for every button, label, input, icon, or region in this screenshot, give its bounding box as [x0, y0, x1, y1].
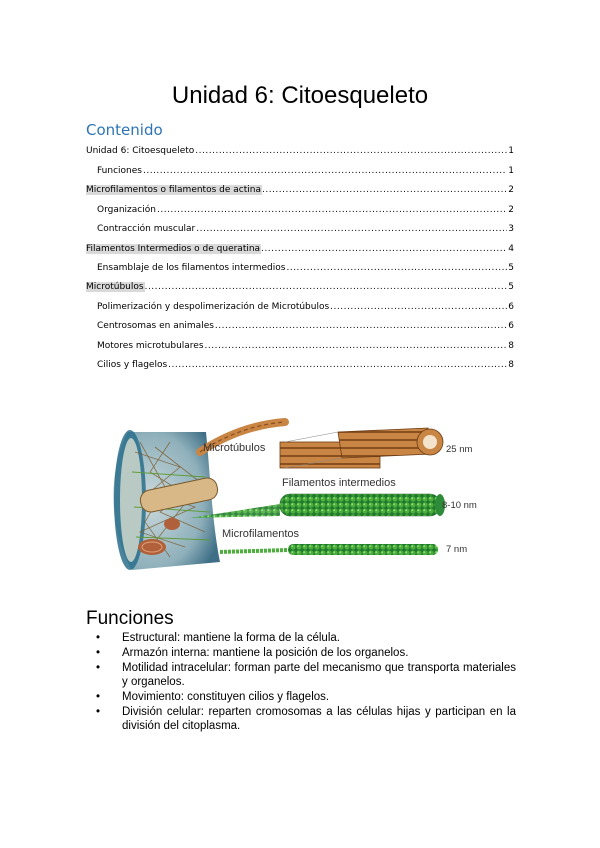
toc-entry-page: 1 — [508, 166, 514, 176]
toc-entry-page: 6 — [508, 302, 514, 312]
toc-entry-label: Centrosomas en animales — [97, 321, 214, 331]
toc-entry-cilios[interactable] — [97, 356, 514, 370]
toc-entry-polimerizacion[interactable] — [97, 298, 514, 312]
cytoskeleton-illustration — [110, 412, 495, 577]
bullet-icon: • — [96, 647, 101, 659]
bullet-icon: • — [96, 691, 101, 703]
toc-entry-microfilamentos[interactable] — [86, 181, 514, 195]
toc-entry-label: Filamentos Intermedios o de queratina — [86, 244, 261, 254]
figure-label-intermedios: Filamentos intermedios — [282, 477, 396, 489]
figure-size-intermedios: 8-10 nm — [442, 500, 477, 511]
toc-entry-label: Contracción muscular — [97, 224, 196, 234]
document-title: Unidad 6: Citoesqueleto — [171, 82, 429, 109]
toc-entry-page: 5 — [508, 282, 514, 292]
toc-entry-label: Organización — [97, 205, 156, 215]
funciones-list — [92, 631, 516, 734]
toc-entry-label: Motores microtubulares — [97, 341, 204, 351]
toc-entry-organizacion[interactable] — [97, 201, 514, 215]
toc-entry-page: 2 — [508, 185, 514, 195]
toc-entry-filamentos-intermedios[interactable] — [86, 240, 514, 254]
toc-entry-page: 1 — [508, 146, 514, 156]
toc-entry-label: Ensamblaje de los filamentos intermedios — [97, 263, 286, 273]
toc-entry-motores[interactable] — [97, 337, 514, 351]
bullet-icon: • — [96, 706, 101, 718]
figure-size-microfilamentos: 7 nm — [446, 544, 468, 555]
toc-heading: Contenido — [86, 121, 163, 139]
toc-entry-page: 6 — [508, 321, 514, 331]
list-item: • Motilidad intracelular: forman parte del mecanismo que transporta materiales y organelos. — [96, 662, 516, 688]
toc-entry-funciones[interactable] — [97, 162, 514, 176]
figure-size-microtubulos: 25 nm — [446, 444, 473, 455]
toc-entry-label: Funciones — [97, 166, 142, 176]
toc-entry-microtubulos[interactable] — [86, 278, 514, 292]
toc-entry-label: Unidad 6: Citoesqueleto — [86, 146, 195, 156]
toc-entry-centrosomas[interactable] — [97, 317, 514, 331]
microtubule-cross-section — [417, 429, 443, 455]
bullet-icon: • — [96, 632, 101, 644]
toc-entry-page: 8 — [508, 341, 514, 351]
toc-entry-label: Cilios y flagelos — [97, 360, 168, 370]
list-item: • Movimiento: constituyen cilios y flagelos. — [96, 691, 330, 703]
list-item: • División celular: reparten cromosomas a las células hijas y participan en la división del citoplasma. — [96, 706, 516, 732]
toc-entry-ensamblaje[interactable] — [97, 259, 514, 273]
intermediate-filament-model — [280, 494, 440, 516]
microfilament-model — [288, 544, 438, 555]
list-item: • Armazón interna: mantiene la posición de los organelos. — [96, 647, 409, 659]
toc-entry-label: Microfilamentos o filamentos de actina — [86, 185, 261, 195]
toc-entry-page: 3 — [508, 224, 514, 234]
list-item: • Estructural: mantiene la forma de la célula. — [96, 632, 340, 644]
figure-label-microtubulos: Microtúbulos — [203, 442, 266, 454]
toc-entry-contraccion[interactable] — [97, 220, 514, 234]
section-heading-funciones: Funciones — [86, 608, 174, 629]
toc-entry-label: Polimerización y despolimerización de Microtúbulos — [97, 302, 330, 312]
cytoskeleton-figure — [110, 412, 495, 577]
toc-entry-label: Microtúbulos — [86, 282, 144, 292]
toc-entry-page: 8 — [508, 360, 514, 370]
toc-entry-page: 5 — [508, 263, 514, 273]
toc-entry-unidad[interactable] — [86, 142, 514, 156]
toc-entry-page: 4 — [508, 244, 514, 254]
toc-entry-page: 2 — [508, 205, 514, 215]
figure-label-microfilamentos: Microfilamentos — [222, 528, 300, 540]
bullet-icon: • — [96, 662, 101, 674]
